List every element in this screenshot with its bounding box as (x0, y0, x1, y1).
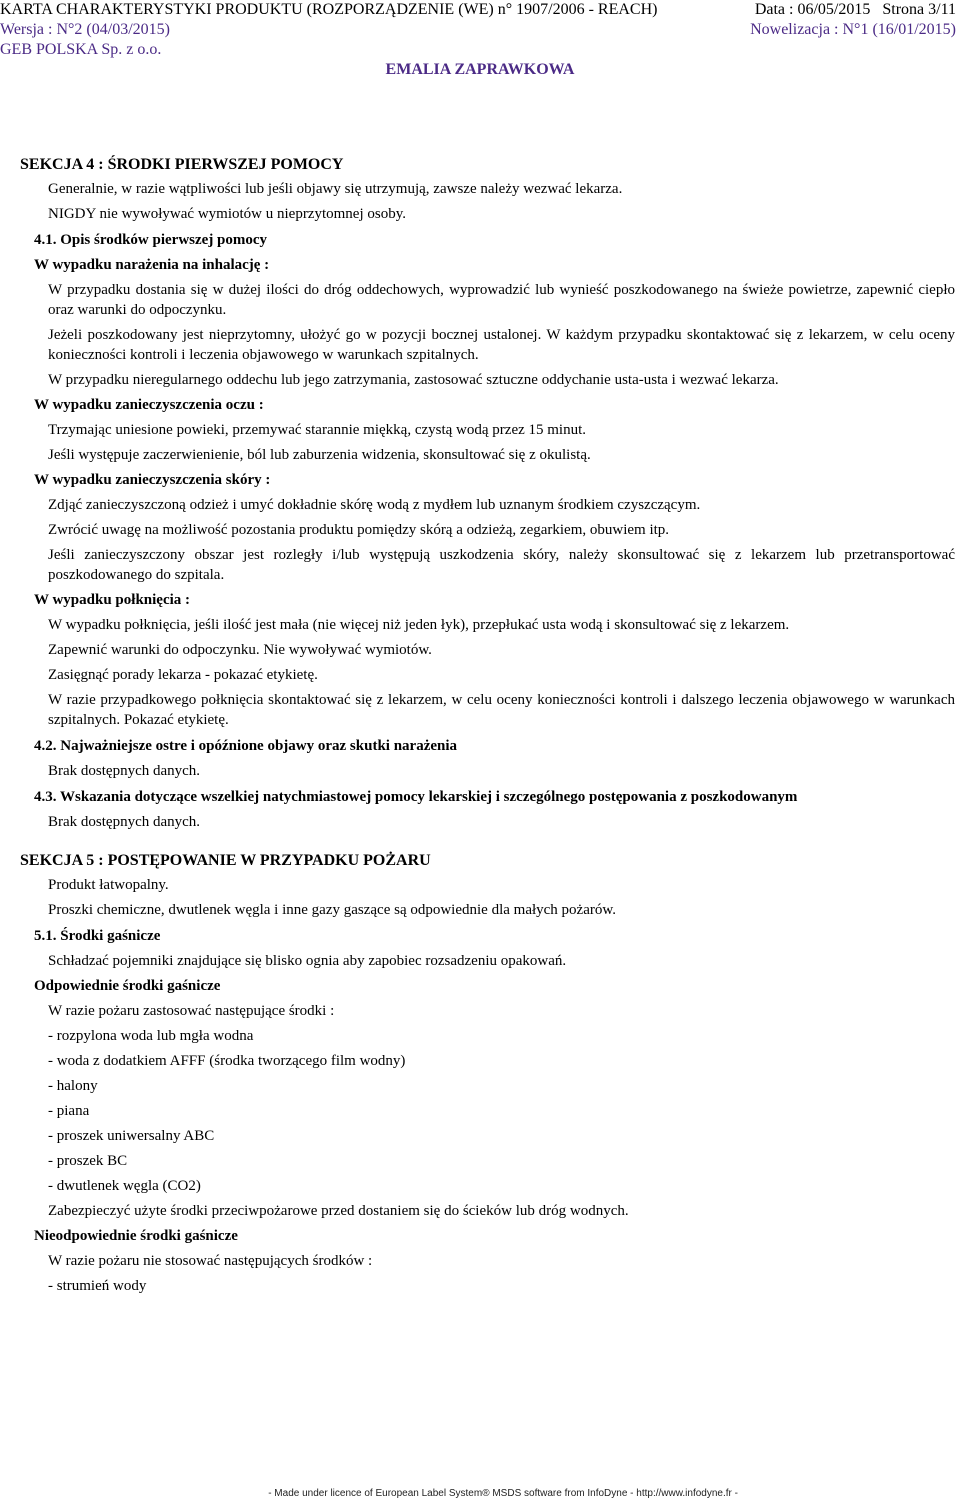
section-4-intro-2: NIGDY nie wywoływać wymiotów u nieprzytomnej osoby. (48, 206, 406, 222)
swallow-heading: W wypadku połknięcia : (34, 592, 191, 608)
header-version: Wersja : N°2 (04/03/2015) (0, 21, 170, 38)
swallow-text-1: W wypadku połknięcia, jeśli ilość jest mała (nie więcej niż jeden łyk), przepłukać usta wodą i skonsultować się z lekarzem. (48, 617, 790, 633)
subsection-5-1 (34, 926, 955, 946)
eyes-text-1: Trzymając uniesione powieki, przemywać starannie miękką, czystą wodą przez 15 minut. (48, 422, 587, 438)
suitable-media-intro: W razie pożaru zastosować następujące środki : (48, 1003, 335, 1019)
subsection-4-2 (34, 736, 955, 756)
document-title: KARTA CHARAKTERYSTYKI PRODUKTU (ROZPORZĄDZENIE (WE) n° 1907/2006 - REACH) (0, 1, 658, 18)
unsuitable-media-heading: Nieodpowiednie środki gaśnicze (34, 1228, 238, 1244)
section-4-title: SEKCJA 4 : ŚRODKI PIERWSZEJ POMOCY (20, 156, 344, 173)
skin-text-2: Zwrócić uwagę na możliwość pozostania produktu pomiędzy skórą a odzieżą, zegarkiem, obuwiem itp. (48, 522, 670, 538)
inhalation-text-3: W przypadku nieregularnego oddechu lub jego zatrzymania, zastosować sztuczne oddychanie usta-usta i wezwać lekarza. (48, 372, 779, 388)
subsection-4-2-text: Brak dostępnych danych. (48, 763, 201, 779)
swallow-text-3: Zasięgnąć porady lekarza - pokazać etykietę. (48, 667, 318, 683)
subsection-4-3 (34, 787, 955, 807)
inhalation-text-1: W przypadku dostania się w dużej ilości do dróg oddechowych, wyprowadzić lub wynieść poszkodowanego na świeże powietrze, zapewnić ciepło oraz warunki do odpoczynku. (48, 282, 955, 318)
suitable-media-note: Zabezpieczyć użyte środki przeciwpożarowe przed dostaniem się do ścieków lub dróg wodnych. (48, 1203, 629, 1219)
unsuitable-media-intro: W razie pożaru nie stosować następujących środków : (48, 1253, 373, 1269)
section-4-intro-1: Generalnie, w razie wątpliwości lub jeśli objawy się utrzymują, zawsze należy wezwać lekarza. (48, 181, 623, 197)
subsection-5-1-title: Środki gaśnicze (60, 928, 161, 944)
suitable-media-item: - woda z dodatkiem AFFF (środka tworzącego film wodny) (48, 1053, 406, 1069)
subsection-4-3-title: Wskazania dotyczące wszelkiej natychmiastowej pomocy lekarskiej i szczególnego postępowania z poszkodowanym (59, 789, 798, 805)
swallow-text-4: W razie przypadkowego połknięcia skontaktować się z lekarzem, w celu oceny konieczności kontroli i dalszego leczenia objawowego w warunkach szpitalnych. Pokazać etykietę. (48, 692, 955, 728)
section-5-text-1: Produkt łatwopalny. (48, 877, 169, 893)
suitable-media-item: - proszek BC (48, 1153, 128, 1169)
header-date: Data : 06/05/2015 (754, 1, 871, 18)
section-5-text-2: Proszki chemiczne, dwutlenek węgla i inne gazy gaszące są odpowiednie dla małych pożarów. (48, 902, 616, 918)
inhalation-heading: W wypadku narażenia na inhalację : (34, 257, 270, 273)
header-company: GEB POLSKA Sp. z o.o. (0, 41, 162, 58)
product-name: EMALIA ZAPRAWKOWA (385, 61, 575, 78)
skin-text-1: Zdjąć zanieczyszczoną odzież i umyć dokładnie skórę wodą z mydłem lub uznanym środkiem czyszczącym. (48, 497, 701, 513)
suitable-media-heading: Odpowiednie środki gaśnicze (34, 978, 221, 994)
suitable-media-item: - proszek uniwersalny ABC (48, 1128, 215, 1144)
unsuitable-media-item: - strumień wody (48, 1278, 147, 1294)
suitable-media-item: - rozpylona woda lub mgła wodna (48, 1028, 254, 1044)
eyes-text-2: Jeśli występuje zaczerwienienie, ból lub zaburzenia widzenia, skonsultować się z okulistą. (48, 447, 591, 463)
skin-text-3: Jeśli zanieczyszczony obszar jest rozległy i/lub występują uszkodzenia skóry, należy skonsultować się z lekarzem lub przetransportować poszkodowanego do szpitala. (48, 547, 955, 583)
suitable-media-item: - halony (48, 1078, 98, 1094)
section-5-title: SEKCJA 5 : POSTĘPOWANIE W PRZYPADKU POŻARU (20, 852, 431, 869)
suitable-media-item: - dwutlenek węgla (CO2) (48, 1178, 201, 1194)
subsection-4-1-number: 4.1. (34, 232, 57, 248)
subsection-4-3-number: 4.3. (34, 789, 57, 805)
eyes-heading: W wypadku zanieczyszczenia oczu : (34, 397, 264, 413)
subsection-4-2-title: Najważniejsze ostre i opóźnione objawy oraz skutki narażenia (60, 738, 458, 754)
header-page: Strona 3/11 (882, 1, 956, 18)
inhalation-text-2: Jeżeli poszkodowany jest nieprzytomny, ułożyć go w pozycji bocznej ustalonej. W każdym przypadku skontaktować się z lekarzem, w celu oceny konieczności kontroli i leczenia objawowego w warunkach szpitalnych. (48, 327, 955, 363)
subsection-5-1-number: 5.1. (34, 928, 57, 944)
subsection-4-1-title: Opis środków pierwszej pomocy (60, 232, 268, 248)
subsection-4-1 (34, 230, 955, 250)
subsection-5-1-text: Schładzać pojemniki znajdujące się blisko ognia aby zapobiec rozsadzeniu opakowań. (48, 953, 567, 969)
footer-licence: - Made under licence of European Label System® MSDS software from InfoDyne - http://www.infodyne.fr - (268, 1488, 738, 1499)
swallow-text-2: Zapewnić warunki do odpoczynku. Nie wywoływać wymiotów. (48, 642, 432, 658)
document-body (20, 155, 955, 1301)
header-date-page (753, 0, 956, 20)
subsection-4-3-text: Brak dostępnych danych. (48, 814, 201, 830)
subsection-4-2-number: 4.2. (34, 738, 57, 754)
suitable-media-item: - piana (48, 1103, 90, 1119)
skin-heading: W wypadku zanieczyszczenia skóry : (34, 472, 271, 488)
header-revision: Nowelizacja : N°1 (16/01/2015) (750, 21, 956, 38)
